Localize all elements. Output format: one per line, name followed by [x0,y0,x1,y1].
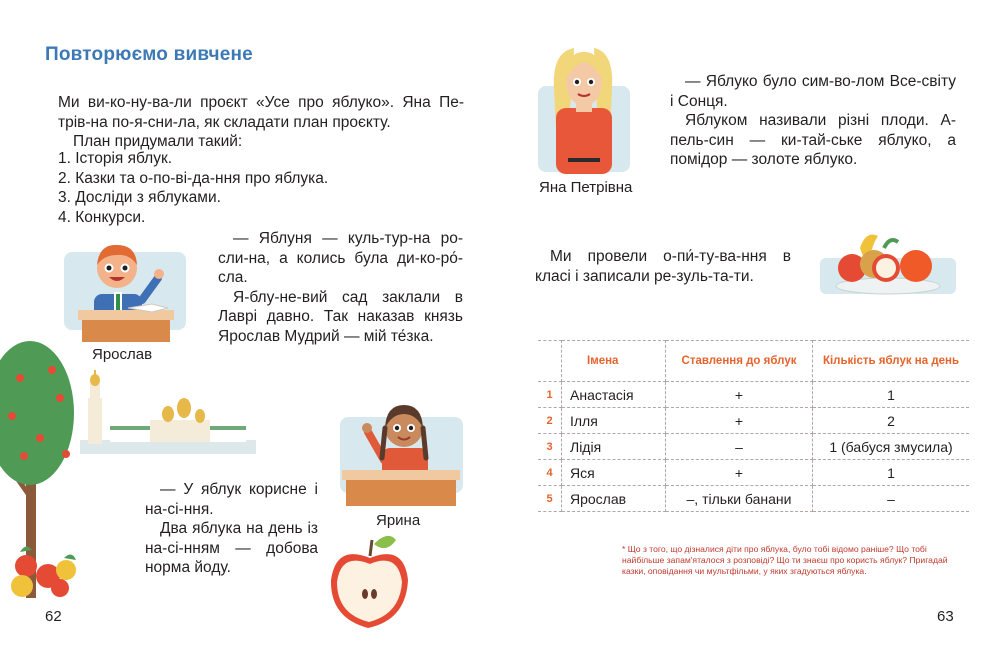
intro-text [58,93,464,152]
page-heading: Повторюємо вивчене [45,44,253,65]
row-count: – [813,486,970,512]
intro-line-1: Ми ви-ко-ну-ва-ли проєкт «Усе про яблуко». Яна Пе-трів-на по-я-сни-ла, як складати план проєкту. [58,94,464,131]
table-header-attitude: Ставлення до яблук [666,341,813,382]
table-row [538,382,969,408]
table-header-number-cell [538,341,562,382]
yaroslav-speech [218,229,463,346]
teacher-name: Яна Петрівна [539,179,633,196]
teacher-speech-1: — Яблуко було сим-во-лом Все-світу і Сонця. [670,73,956,110]
apple-tree-illustration [0,338,84,606]
row-number: 3 [538,434,562,460]
plan-item: 1. Історія яблук. [58,150,173,167]
row-number: 5 [538,486,562,512]
table-header-count: Кількість яблук на день [813,341,970,382]
table-row [538,486,969,512]
page-number-right: 63 [937,608,954,625]
yaryna-speech-1: — У яблук корисне і на-сі-ння. [145,481,318,518]
row-number: 4 [538,460,562,486]
page-number-left: 62 [45,608,62,625]
fruit-plate-illustration [820,228,958,300]
row-attitude: + [666,408,813,434]
teacher-speech [670,72,956,170]
survey-text: Ми провели о-пи́-ту-ва-ння в класі і записали ре-зуль-та-ти. [535,248,791,285]
row-attitude: –, тільки банани [666,486,813,512]
row-number: 2 [538,408,562,434]
yaryna-illustration [340,400,464,508]
footnote-questions: * Що з того, що дізналися діти про яблука, було тобі відомо раніше? Що тобі найбільше запам'яталося з розповіді? Що ти знаєш про користь яблук? Пригадай казки, оповідання чи мультфільми, у яких згадуються яблука. [622,544,948,577]
row-name: Яся [562,460,666,486]
survey-results-table [538,340,969,512]
row-name: Анастасія [562,382,666,408]
row-count: 1 [813,382,970,408]
row-name: Ілля [562,408,666,434]
lavra-illustration [80,368,256,458]
row-attitude: – [666,434,813,460]
yaroslav-speech-2: Я-блу-не-вий сад заклали в Лаврі давно. Так наказав князь Ярослав Мудрий — мій те́зка. [218,288,463,345]
apple-half-illustration [328,530,412,630]
table-row [538,408,969,434]
yaroslav-illustration [64,238,188,344]
yaroslav-speech-1: — Яблуня — куль-тур-на ро-сли-на, а колись була ди-ко-ро́-сла. [218,230,463,286]
teacher-illustration [538,48,632,174]
row-count: 1 [813,460,970,486]
plan-item: 4. Конкурси. [58,208,146,226]
plan-item: 2. Казки та о-по-ві-да-ння про яблука. [58,169,329,187]
row-count: 1 (бабуся змусила) [813,434,970,460]
row-attitude: + [666,382,813,408]
yaroslav-name: Ярослав [92,346,153,363]
table-header-row [538,341,969,382]
row-count: 2 [813,408,970,434]
yaryna-speech-2: Два яблука на день із на-сі-нням — добова норма йоду. [145,520,318,576]
row-attitude: + [666,460,813,486]
table-header-names: Імена [562,341,666,382]
teacher-speech-2: Яблуком називали різні плоди. А-пель-син — ки-тай-ське яблуко, а помідор — золоте яблуко. [670,112,956,168]
table-row [538,460,969,486]
table-row [538,434,969,460]
row-name: Лідія [562,434,666,460]
row-number: 1 [538,382,562,408]
row-name: Ярослав [562,486,666,512]
yaryna-speech [145,480,318,578]
yaryna-name: Ярина [376,512,421,529]
intro-line-2: План придумали такий: [73,133,243,150]
plan-list [58,149,328,227]
plan-item: 3. Досліди з яблуками. [58,189,221,206]
